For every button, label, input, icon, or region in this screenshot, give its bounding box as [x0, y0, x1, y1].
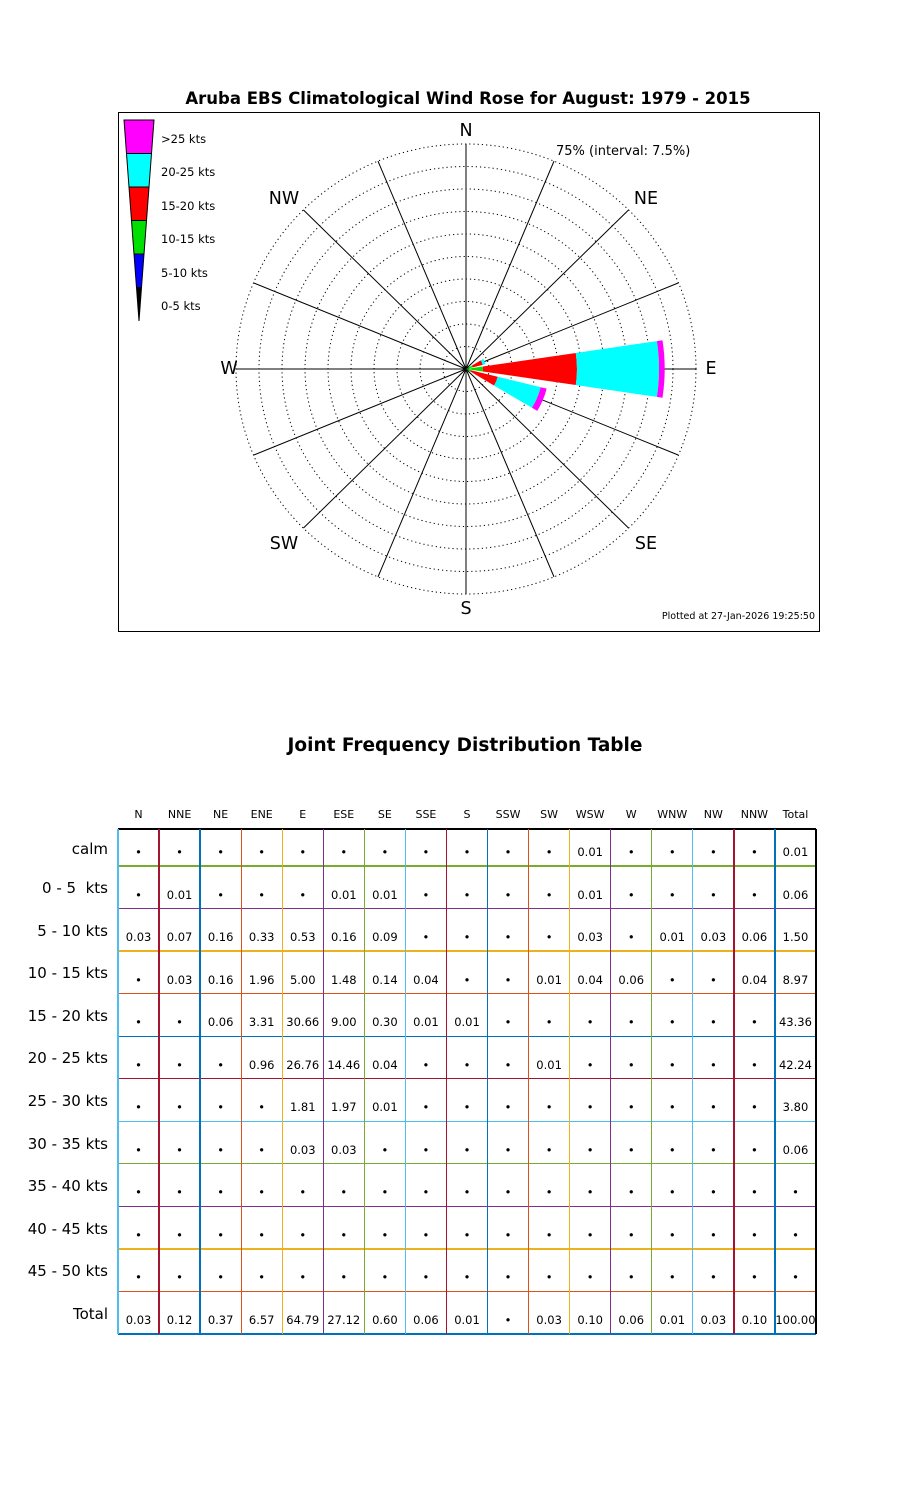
table-cell: •: [504, 972, 512, 987]
table-cell: 0.06: [413, 1312, 439, 1327]
table-hline: [118, 1121, 816, 1122]
table-cell: •: [135, 1185, 142, 1200]
table-cell: 0.03: [125, 930, 152, 945]
table-cell: •: [381, 1142, 389, 1157]
table-cell: 0.01: [372, 1100, 398, 1115]
table-vline: [282, 829, 283, 1334]
table-cell: •: [299, 1270, 307, 1285]
table-cell: •: [627, 930, 635, 945]
table-hline: [118, 908, 816, 909]
table-cell: 0.01: [659, 930, 686, 945]
table-cell: •: [176, 1015, 183, 1030]
table-cell: •: [258, 1100, 266, 1115]
table-cell: 0.10: [741, 1312, 768, 1327]
table-cell: •: [463, 1185, 471, 1200]
table-cell: 0.07: [166, 930, 193, 945]
table-cell: 0.12: [166, 1312, 193, 1327]
table-hline: [118, 1078, 816, 1079]
table-cell: •: [504, 1312, 512, 1327]
row-label: calm: [71, 839, 108, 858]
spoke: [254, 283, 466, 369]
table-cell: 30.66: [286, 1015, 320, 1030]
table-cell: •: [709, 1057, 717, 1072]
table-cell: •: [176, 1227, 183, 1242]
legend-label: 5-10 kts: [161, 265, 208, 280]
table-cell: 0.03: [289, 1142, 316, 1157]
table-vline: [323, 829, 324, 1334]
table-cell: •: [586, 1057, 594, 1072]
row-label: 15 - 20 kts: [27, 1006, 108, 1025]
table-cell: 0.16: [331, 930, 357, 945]
table-vline: [446, 829, 447, 1334]
table-cell: 0.01: [413, 1015, 439, 1030]
table-title: Joint Frequency Distribution Table: [287, 735, 643, 756]
table-cell: •: [504, 1227, 512, 1242]
table-cell: •: [135, 887, 142, 902]
table-vline: [569, 829, 570, 1334]
column-header-NNW: NNW: [740, 808, 769, 821]
table-cell: 1.81: [289, 1100, 316, 1115]
table-cell: •: [258, 887, 266, 902]
table-cell: 0.01: [536, 972, 562, 987]
table-cell: 6.57: [248, 1312, 275, 1327]
table-cell: 0.03: [166, 972, 193, 987]
table-cell: •: [422, 1100, 430, 1115]
column-header-Total: Total: [782, 808, 809, 821]
table-cell: 3.80: [782, 1100, 809, 1115]
row-label: 25 - 30 kts: [27, 1092, 108, 1110]
table-cell: •: [299, 887, 307, 902]
table-cell: 0.16: [207, 930, 234, 945]
table-cell: •: [668, 1100, 676, 1115]
table-cell: •: [340, 845, 348, 859]
table-cell: •: [463, 1270, 471, 1285]
column-header-WNW: WNW: [657, 808, 688, 821]
table-cell: •: [422, 930, 430, 945]
table-hline: [118, 1036, 816, 1037]
table-cell: •: [792, 1227, 799, 1242]
table-vline: [651, 829, 652, 1334]
table-cell: •: [504, 930, 512, 945]
compass-label-E: E: [705, 359, 717, 379]
legend-label: 10-15 kts: [161, 232, 216, 247]
table-cell: •: [422, 1142, 430, 1157]
table-cell: •: [176, 1270, 183, 1285]
table-cell: •: [258, 845, 266, 859]
table-hline: [118, 993, 816, 994]
table-cell: •: [504, 1100, 512, 1115]
table-cell: •: [709, 1142, 717, 1157]
table-cell: •: [381, 1270, 389, 1285]
table-cell: •: [627, 1057, 635, 1072]
petal-E-2025kts: [576, 341, 659, 397]
table-cell: •: [709, 1100, 717, 1115]
table-cell: •: [504, 1057, 512, 1072]
table-cell: 0.01: [331, 887, 357, 902]
table-cell: •: [627, 1100, 635, 1115]
table-cell: 0.03: [331, 1142, 357, 1157]
table-vline: [364, 829, 365, 1334]
table-cell: 0.03: [700, 930, 727, 945]
table-cell: 0.06: [741, 930, 768, 945]
table-vline: [199, 829, 200, 1334]
column-header-SE: SE: [377, 808, 392, 821]
table-hline: [118, 1248, 816, 1249]
table-cell: •: [545, 887, 553, 902]
table-cell: •: [709, 845, 717, 859]
table-cell: •: [627, 1185, 635, 1200]
column-header-W: W: [625, 808, 637, 821]
table-cell: •: [586, 1270, 594, 1285]
table-cell: 27.12: [327, 1312, 361, 1327]
table-cell: •: [751, 1185, 758, 1200]
table-cell: 0.01: [454, 1312, 480, 1327]
table-cell: •: [299, 845, 307, 859]
spoke: [466, 210, 629, 369]
table-vline: [241, 829, 242, 1334]
table-cell: •: [340, 1270, 348, 1285]
table-cell: 0.33: [248, 930, 275, 945]
table-cell: 0.04: [413, 972, 439, 987]
table-cell: •: [381, 845, 389, 859]
row-label: 10 - 15 kts: [27, 964, 108, 983]
table-cell: 0.06: [782, 1142, 809, 1157]
column-header-SSW: SSW: [495, 808, 521, 821]
table-cell: •: [586, 1015, 594, 1030]
table-cell: •: [792, 1270, 799, 1285]
table-cell: •: [545, 1185, 553, 1200]
compass-label-W: W: [220, 359, 238, 379]
table-cell: •: [258, 1185, 266, 1200]
table-cell: •: [504, 1270, 512, 1285]
table-vline: [117, 829, 118, 1334]
table-cell: •: [217, 1270, 225, 1285]
table-cell: •: [668, 1185, 676, 1200]
table-cell: 100.00: [775, 1312, 816, 1327]
spoke: [303, 369, 466, 528]
ring-scale-annotation: 75% (interval: 7.5%): [556, 144, 691, 159]
table-cell: •: [668, 1015, 676, 1030]
table-cell: •: [586, 1142, 594, 1157]
table-cell: •: [751, 1227, 758, 1242]
row-label: 30 - 35 kts: [27, 1134, 108, 1153]
table-cell: •: [627, 1227, 635, 1242]
legend-swatch-2025kts: [127, 154, 152, 188]
table-vline: [405, 829, 406, 1334]
table-vline: [528, 829, 529, 1334]
table-cell: •: [135, 1015, 142, 1030]
table-cell: 0.01: [372, 887, 398, 902]
table-cell: •: [545, 1015, 553, 1030]
table-cell: •: [135, 1227, 142, 1242]
table-cell: 1.50: [782, 930, 809, 945]
plot-timestamp: Plotted at 27-Jan-2026 19:25:50: [661, 611, 815, 622]
table-cell: •: [135, 1142, 142, 1157]
table-cell: 1.48: [331, 972, 357, 987]
table-cell: •: [135, 1057, 142, 1072]
spoke: [378, 161, 466, 369]
row-label: 45 - 50 kts: [27, 1262, 108, 1281]
table-cell: •: [463, 845, 471, 859]
table-cell: •: [545, 930, 553, 945]
table-cell: •: [751, 845, 758, 859]
table-cell: 0.01: [659, 1312, 686, 1327]
table-cell: 0.04: [372, 1057, 398, 1072]
table-cell: •: [668, 887, 676, 902]
table-cell: •: [751, 1015, 758, 1030]
legend-swatch-05kts: [137, 288, 142, 322]
table-hline: [118, 828, 816, 829]
table-cell: •: [668, 1227, 676, 1242]
column-header-WSW: WSW: [575, 808, 605, 821]
table-cell: •: [176, 845, 183, 859]
table-cell: •: [668, 972, 676, 987]
table-cell: •: [422, 845, 430, 859]
table-cell: •: [463, 972, 471, 987]
table-cell: 0.01: [577, 887, 603, 902]
table-cell: •: [668, 1270, 676, 1285]
column-header-N: N: [134, 808, 143, 821]
table-cell: •: [751, 1270, 758, 1285]
table-vline: [610, 829, 611, 1334]
table-cell: •: [709, 972, 717, 987]
table-vline: [774, 829, 775, 1334]
table-cell: 0.03: [125, 1312, 152, 1327]
legend-label: >25 kts: [161, 131, 207, 146]
table-cell: 8.97: [782, 972, 809, 987]
column-header-SW: SW: [540, 808, 559, 821]
table-cell: •: [217, 1142, 225, 1157]
table-cell: 0.60: [372, 1312, 398, 1327]
table-cell: •: [545, 1227, 553, 1242]
table-cell: 1.96: [248, 972, 275, 987]
table-cell: •: [668, 845, 676, 859]
table-cell: 5.00: [289, 972, 316, 987]
table-cell: •: [586, 1185, 594, 1200]
table-cell: 0.06: [618, 972, 645, 987]
table-cell: •: [217, 1185, 225, 1200]
table-cell: •: [627, 845, 635, 859]
legend-swatch-1520kts: [129, 187, 149, 221]
table-cell: •: [340, 1185, 348, 1200]
table-cell: •: [792, 1185, 799, 1200]
table-vline: [692, 829, 693, 1334]
table-cell: •: [422, 1270, 430, 1285]
table-cell: •: [668, 1057, 676, 1072]
table-cell: 0.53: [289, 930, 316, 945]
table-cell: 0.09: [372, 930, 398, 945]
table-cell: 9.00: [331, 1015, 357, 1030]
row-label: 40 - 45 kts: [27, 1219, 108, 1238]
table-hline: [118, 1291, 816, 1292]
row-label: Total: [72, 1304, 108, 1323]
table-cell: •: [504, 1015, 512, 1030]
table-cell: 0.01: [166, 887, 193, 902]
table-cell: •: [176, 1100, 183, 1115]
table-cell: •: [463, 1057, 471, 1072]
windrose-panel: [118, 112, 820, 632]
table-cell: 0.01: [536, 1057, 562, 1072]
table-cell: •: [135, 972, 142, 987]
table-cell: •: [258, 1270, 266, 1285]
spoke: [254, 369, 466, 455]
table-cell: •: [751, 1100, 758, 1115]
spoke: [378, 369, 466, 577]
column-header-NNE: NNE: [167, 808, 192, 821]
table-hline: [118, 865, 816, 866]
table-cell: •: [135, 1100, 142, 1115]
table-vline: [815, 829, 816, 1334]
table-cell: •: [545, 1270, 553, 1285]
table-cell: •: [751, 1057, 758, 1072]
legend-swatch-510kts: [134, 254, 144, 288]
column-header-NW: NW: [703, 808, 723, 821]
spoke: [466, 161, 554, 369]
table-cell: •: [381, 1185, 389, 1200]
table-cell: 0.96: [248, 1057, 275, 1072]
legend-swatch-1015kts: [132, 221, 147, 255]
legend-swatch->25kts: [124, 120, 154, 154]
table-cell: 0.03: [700, 1312, 727, 1327]
table-cell: •: [627, 1015, 635, 1030]
table-cell: 1.97: [331, 1100, 357, 1115]
table-cell: •: [258, 1142, 266, 1157]
table-cell: 0.01: [454, 1015, 480, 1030]
table-cell: •: [627, 1142, 635, 1157]
table-cell: •: [709, 1185, 717, 1200]
column-header-NE: NE: [213, 808, 229, 821]
table-cell: •: [668, 1142, 676, 1157]
table-cell: 0.37: [207, 1312, 234, 1327]
table-cell: •: [709, 1015, 717, 1030]
table-cell: •: [709, 1270, 717, 1285]
table-cell: •: [176, 1185, 183, 1200]
table-cell: •: [586, 1227, 594, 1242]
table-cell: •: [586, 1100, 594, 1115]
table-cell: •: [422, 1185, 430, 1200]
row-label: 20 - 25 kts: [27, 1049, 108, 1068]
row-label: 35 - 40 kts: [27, 1177, 108, 1196]
table-cell: 26.76: [286, 1057, 320, 1072]
table-cell: •: [504, 845, 512, 859]
row-label: 0 - 5 kts: [42, 879, 108, 898]
column-header-E: E: [299, 808, 307, 821]
table-vline: [158, 829, 159, 1334]
legend-label: 0-5 kts: [161, 299, 201, 314]
table-cell: 0.14: [372, 972, 398, 987]
spoke: [466, 369, 629, 528]
table-cell: 0.06: [207, 1015, 234, 1030]
table-cell: •: [422, 1227, 430, 1242]
compass-label-SE: SE: [634, 534, 658, 554]
column-header-S: S: [463, 808, 471, 821]
table-cell: •: [422, 887, 430, 902]
compass-label-NE: NE: [633, 189, 659, 209]
windrose-title: Aruba EBS Climatological Wind Rose for August: 1979 - 2015: [185, 89, 751, 108]
table-cell: •: [545, 1100, 553, 1115]
table-cell: 0.01: [577, 845, 603, 859]
table-cell: •: [709, 1227, 717, 1242]
table-cell: 64.79: [286, 1312, 320, 1327]
table-cell: 0.10: [577, 1312, 603, 1327]
row-label: 5 - 10 kts: [37, 921, 108, 940]
table-cell: 0.01: [782, 845, 809, 859]
table-cell: •: [545, 845, 553, 859]
table-cell: •: [751, 887, 758, 902]
table-cell: •: [135, 845, 142, 859]
column-header-SSE: SSE: [415, 808, 437, 821]
compass-label-S: S: [460, 599, 472, 619]
compass-label-N: N: [459, 121, 473, 141]
table-cell: 3.31: [248, 1015, 275, 1030]
table-cell: •: [463, 930, 471, 945]
table-cell: •: [463, 887, 471, 902]
table-cell: •: [299, 1227, 307, 1242]
table-vline: [733, 829, 734, 1334]
table-cell: •: [463, 1142, 471, 1157]
table-cell: •: [340, 1227, 348, 1242]
compass-label-NW: NW: [268, 189, 300, 209]
table-hline: [118, 1206, 816, 1207]
table-cell: •: [504, 887, 512, 902]
table-cell: 0.03: [577, 930, 603, 945]
table-cell: •: [217, 845, 225, 859]
table-cell: •: [504, 1142, 512, 1157]
column-header-ENE: ENE: [250, 808, 273, 821]
table-cell: •: [217, 887, 225, 902]
table-cell: •: [709, 887, 717, 902]
table-cell: 0.04: [741, 972, 768, 987]
table-cell: •: [381, 1227, 389, 1242]
table-cell: •: [299, 1185, 307, 1200]
table-cell: •: [217, 1100, 225, 1115]
table-cell: •: [627, 887, 635, 902]
table-cell: 0.03: [536, 1312, 562, 1327]
table-cell: •: [545, 1142, 553, 1157]
compass-label-SW: SW: [269, 534, 299, 554]
table-cell: •: [751, 1142, 758, 1157]
table-cell: •: [627, 1270, 635, 1285]
table-cell: 0.04: [577, 972, 603, 987]
table-cell: •: [463, 1100, 471, 1115]
table-cell: •: [463, 1227, 471, 1242]
table-cell: •: [217, 1227, 225, 1242]
column-header-ESE: ESE: [333, 808, 355, 821]
table-cell: •: [176, 1057, 183, 1072]
table-hline: [118, 950, 816, 951]
table-hline: [118, 1333, 816, 1334]
table-cell: •: [258, 1227, 266, 1242]
table-cell: •: [504, 1185, 512, 1200]
legend-label: 20-25 kts: [161, 165, 216, 180]
table-vline: [487, 829, 488, 1334]
table-cell: •: [217, 1057, 225, 1072]
table-cell: 14.46: [327, 1057, 361, 1072]
table-cell: 0.06: [618, 1312, 645, 1327]
table-cell: 42.24: [778, 1057, 812, 1072]
table-cell: 0.06: [782, 887, 809, 902]
legend-label: 15-20 kts: [161, 198, 216, 213]
spoke: [303, 210, 466, 369]
table-hline: [118, 1163, 816, 1164]
table-cell: 43.36: [778, 1015, 812, 1030]
table-cell: •: [176, 1142, 183, 1157]
table-cell: •: [135, 1270, 142, 1285]
table-cell: •: [422, 1057, 430, 1072]
table-cell: 0.16: [207, 972, 234, 987]
table-cell: 0.30: [372, 1015, 398, 1030]
